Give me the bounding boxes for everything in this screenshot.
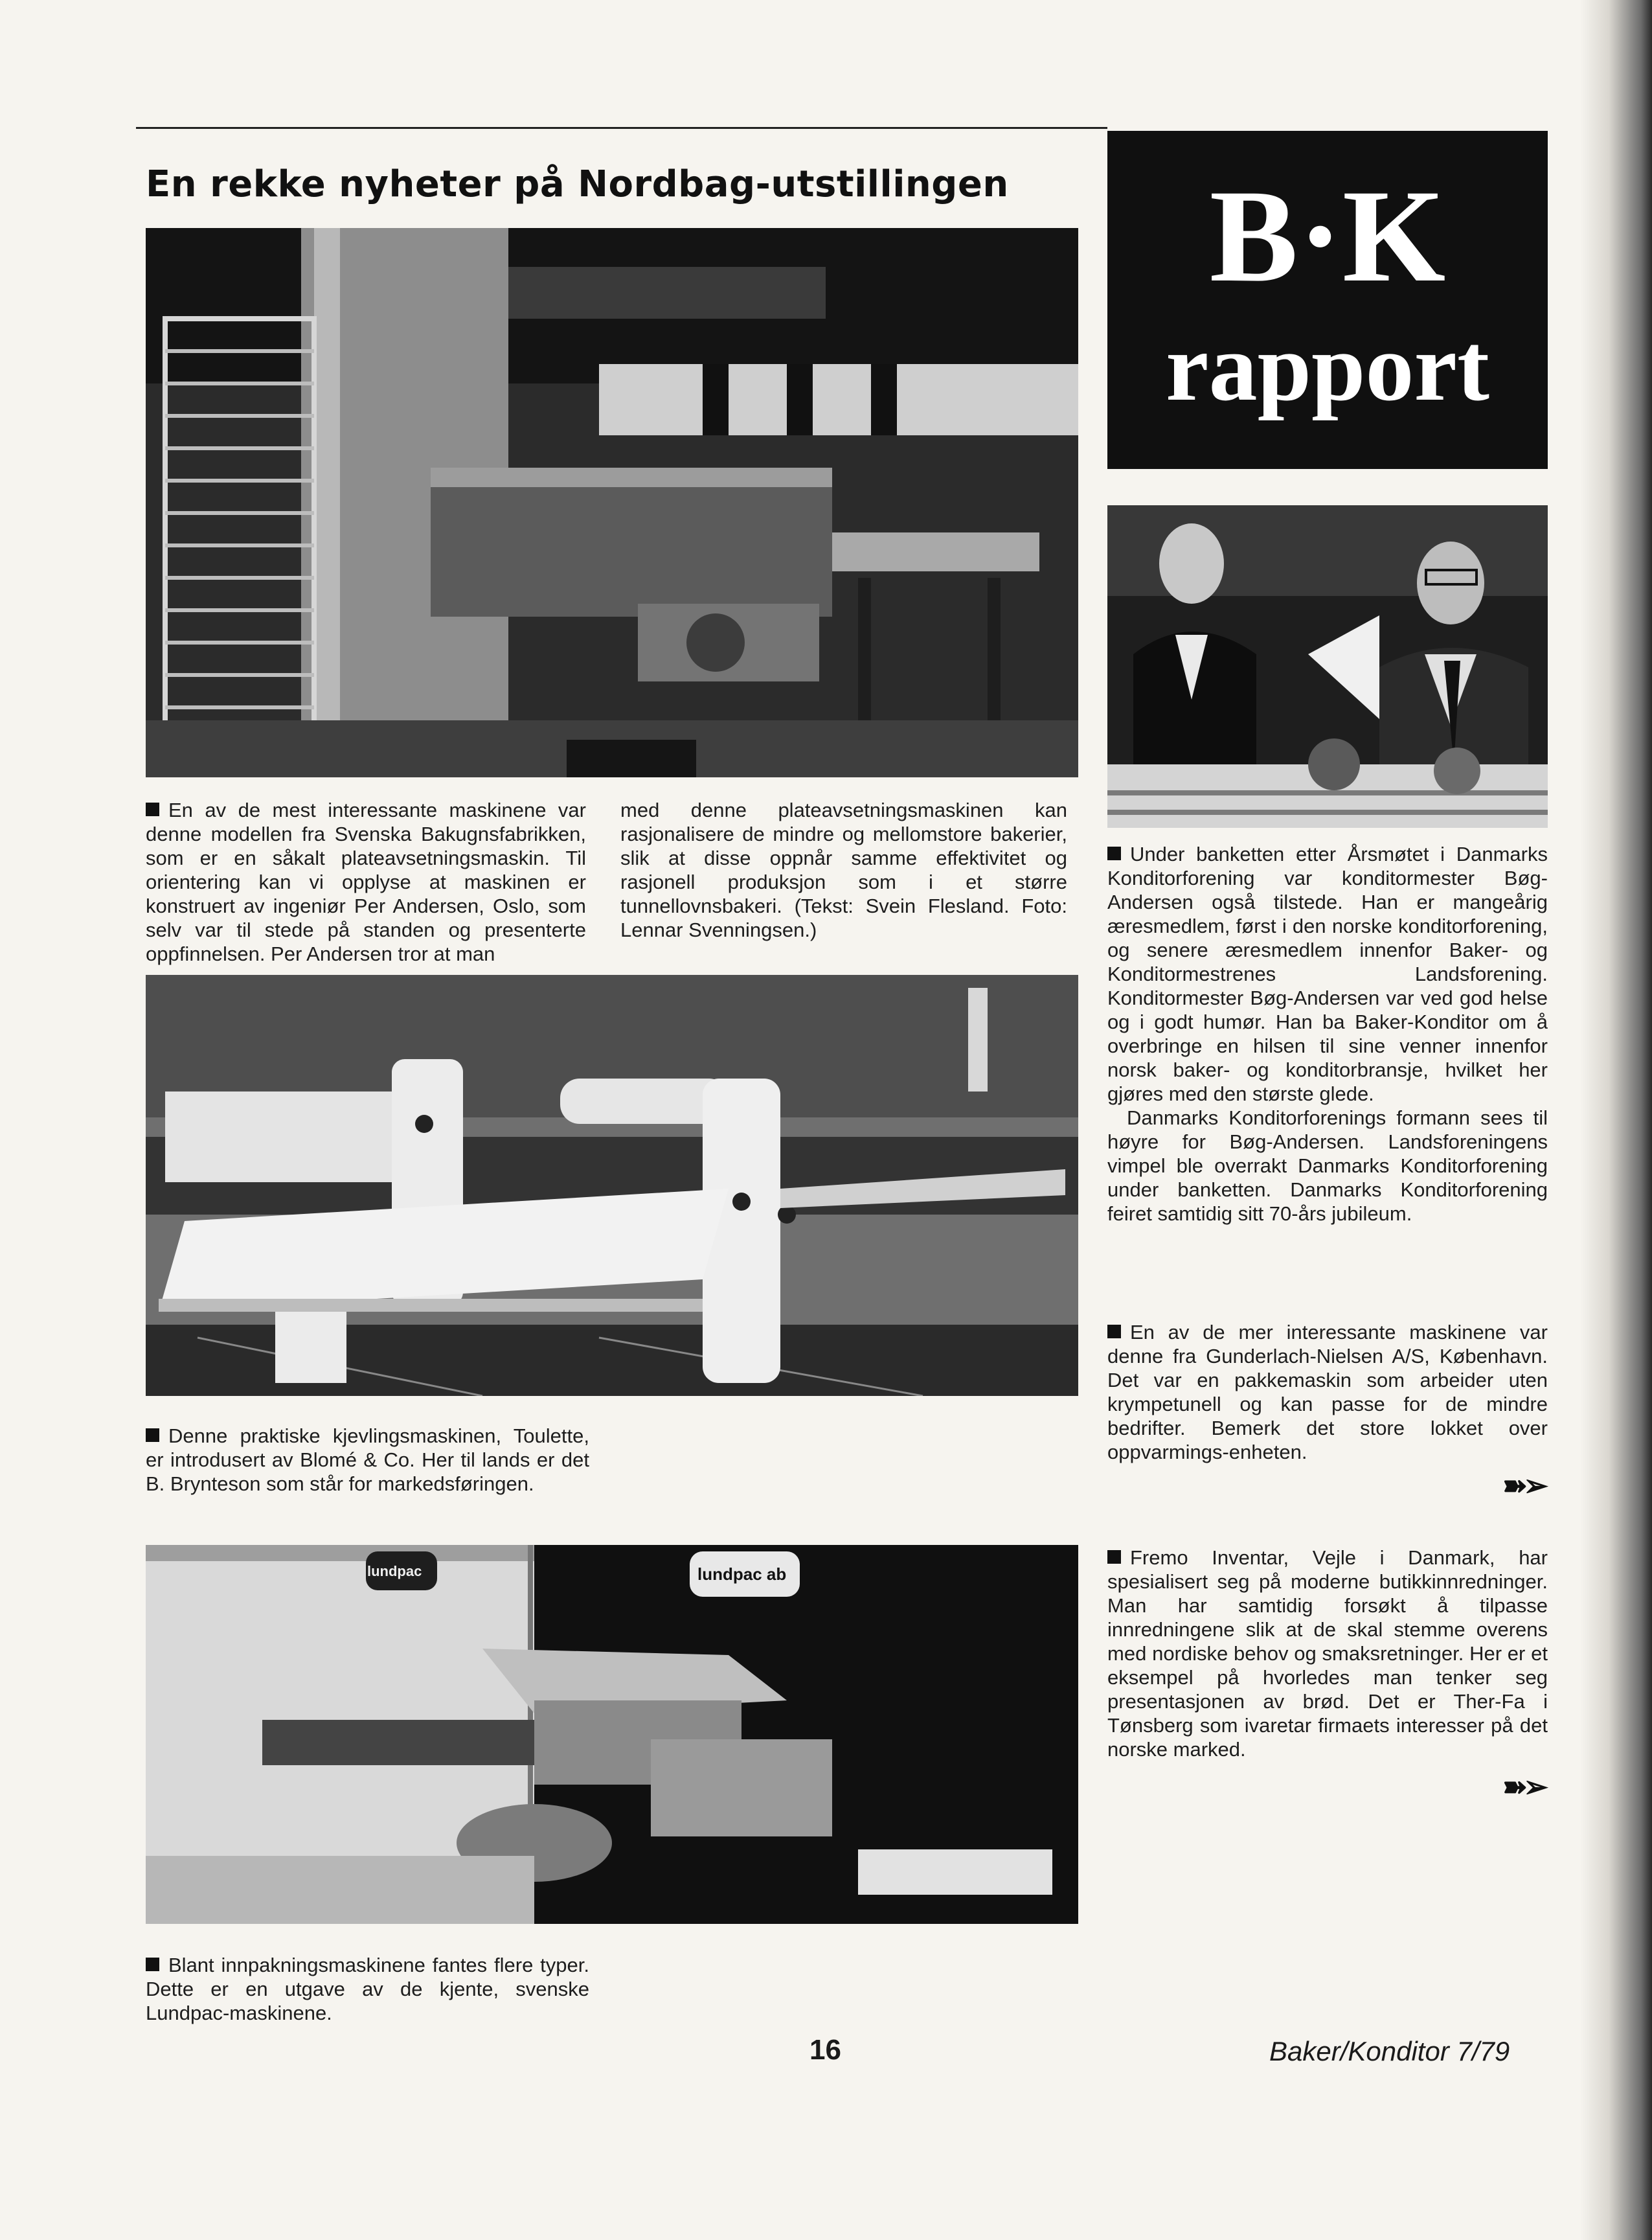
caption-text: Under banketten etter Årsmøtet i Danmarks Konditorforening var konditormester Bøg-Andersen også tilstede. Han er mangeårig æresmedlem, først i den norske konditorforening, og senere æresmedlem innenfor Baker- og Konditormestrenes Landsforening. Konditormester Bøg-Andersen var ved god helse og i godt humør. Han ba Baker-Konditor om å overbringe en hilsen til sine venner innenfor norsk baker- og konditorbransje, hvilket her gjøres med den største glede.	[1107, 843, 1548, 1105]
photo-plate-depositing-machine	[146, 228, 1078, 777]
caption-text: En av de mest interessante maskinene var denne modellen fra Svenska Bakugnsfabrikken, som er en såkalt plateavsetningsmaskin. Til orientering kan vi opplyse at maskinen er konstruert av ingeniør Per Andersen, Oslo, som selv var til stede på standen og presenterte oppfinnelsen. Per Andersen tror at man	[146, 799, 586, 965]
caption-text: Fremo Inventar, Vejle i Danmark, har spesialisert seg på moderne butikkinnredninger. Man har samtidig forsøkt å tilpasse innredningene slik at de skal stemme overens med nordiske behov og smaksretninger. Her er et eksempel på hvorledes man tenker seg presentasjonen av brød. Det er Ther-Fa i Tønsberg som ivaretar firmaets interesser på det norske marked.	[1107, 1546, 1548, 1761]
lundpac-sign-right: lundpac ab	[697, 1564, 787, 1584]
caption-text: Blant innpakningsmaskinene fantes flere typer. Dette er en utgave av de kjente, svenske Lundpac-maskinene.	[146, 1954, 589, 2024]
caption-photo2	[146, 1424, 589, 1496]
caption-banquet	[1107, 842, 1548, 1226]
top-rule	[136, 127, 1107, 129]
caption-text: En av de mer interessante maskinene var denne fra Gunderlach-Nielsen A/S, København. Det var en pakkemaskin som arbeider uten krympetunell og kan passe for de mindre bedrifter. Bemerk det store lokket over oppvarmings-enheten.	[1107, 1321, 1548, 1463]
caption-photo1-col2	[620, 798, 1067, 942]
masthead-line2: rapport	[1166, 314, 1489, 421]
journal-name: Baker/Konditor 7/79	[1269, 2036, 1510, 2066]
photo-lundpac-machine	[146, 1545, 1078, 1924]
caption-text: Danmarks Konditorforenings formann sees til høyre for Bøg-Andersen. Landsforeningens vimpel ble overrakt Danmarks Konditorforening under banketten. Danmarks Konditorforening feiret samtidig sitt 70-års jubileum.	[1107, 1106, 1548, 1225]
bk-rapport-masthead	[1107, 131, 1548, 469]
bullet-icon	[1107, 1325, 1121, 1338]
page-spine-shadow	[1580, 0, 1652, 2240]
masthead-line1: B·K	[1209, 163, 1446, 310]
continue-arrow-icon: ➽➢	[1502, 1469, 1545, 1502]
caption-gunderlach	[1107, 1320, 1548, 1464]
caption-photo3	[146, 1953, 589, 2025]
photo-sheeter-machine	[146, 975, 1078, 1396]
caption-text: Denne praktiske kjevlingsmaskinen, Toulette, er introdusert av Blomé & Co. Her til lands er det B. Brynteson som står for markedsføringen.	[146, 1424, 589, 1495]
lundpac-sign-left: lundpac	[367, 1563, 422, 1579]
caption-fremo	[1107, 1546, 1548, 1761]
photo-banquet	[1107, 505, 1548, 828]
bullet-icon	[146, 803, 159, 816]
caption-photo1-col1	[146, 798, 586, 966]
bullet-icon	[1107, 1550, 1121, 1564]
caption-text: med denne plateavsetningsmaskinen kan rasjonalisere de mindre og mellomstore bakerier, slik at disse oppnår samme effektivitet og rasjonell produksjon som i et større tunnellovnsbakeri. (Tekst: Svein Flesland. Foto: Lennar Svenningsen.)	[620, 799, 1067, 941]
article-headline: En rekke nyheter på Nordbag-utstillingen	[146, 163, 1009, 205]
page-number: 16	[809, 2034, 841, 2066]
bullet-icon	[1107, 847, 1121, 860]
bullet-icon	[146, 1958, 159, 1971]
bullet-icon	[146, 1428, 159, 1442]
continue-arrow-icon: ➽➢	[1502, 1770, 1545, 1803]
